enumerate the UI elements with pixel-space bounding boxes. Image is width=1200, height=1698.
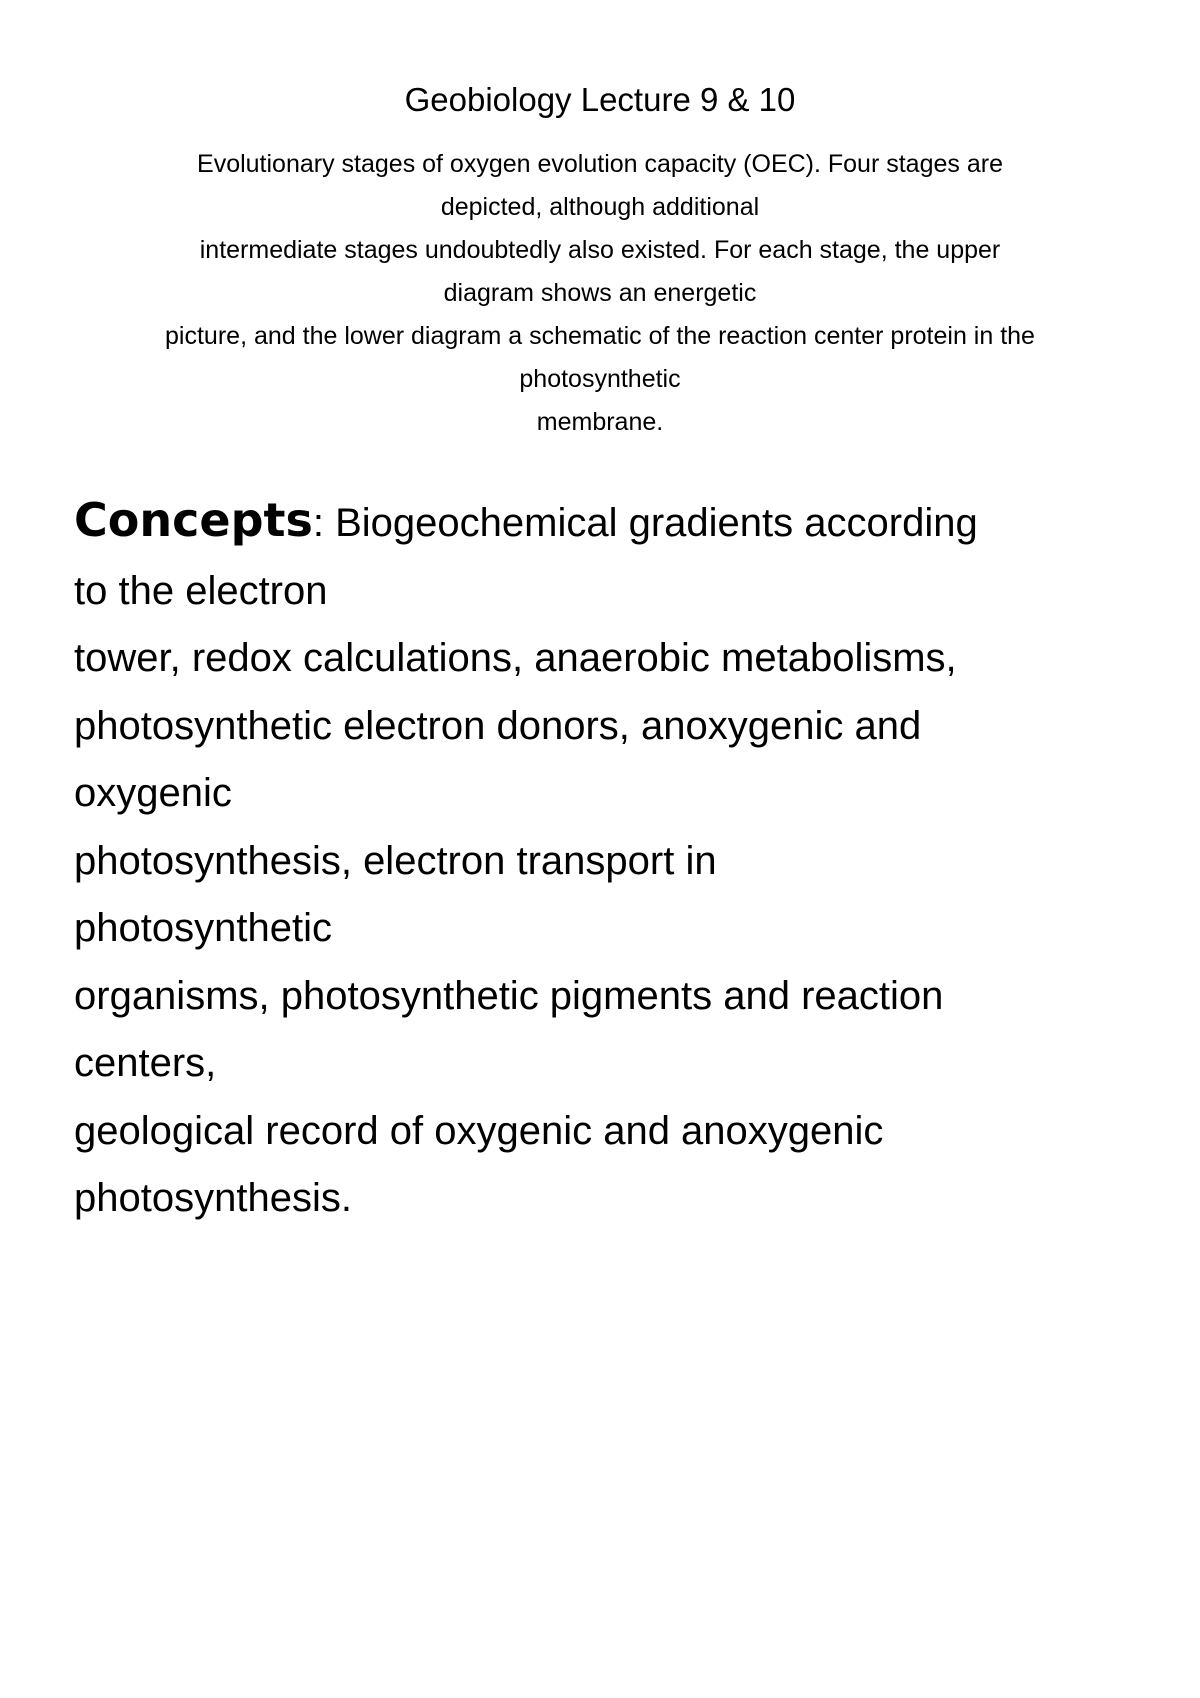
concepts-line: photosynthesis.: [74, 1176, 352, 1220]
caption-line: membrane.: [536, 408, 664, 436]
concepts-line: oxygenic: [74, 771, 232, 815]
concepts-line: centers,: [74, 1041, 217, 1085]
concepts-line: organisms, photosynthetic pigments and reaction: [74, 973, 944, 1018]
caption-line: photosynthetic: [519, 365, 681, 393]
caption-line: diagram shows an energetic: [443, 279, 757, 307]
concepts-line: photosynthetic electron donors, anoxygenic and: [74, 703, 922, 748]
concepts-line: geological record of oxygenic and anoxygenic: [74, 1108, 884, 1153]
caption-line: Evolutionary stages of oxygen evolution capacity (OEC). Four stages are: [197, 150, 1003, 178]
document-title: Geobiology Lecture 9 & 10: [404, 81, 796, 118]
concepts-line: tower, redox calculations, anaerobic metabolisms,: [74, 636, 957, 680]
concepts-section: [74, 487, 1154, 1233]
concepts-first-line-text: : Biogeochemical gradients according: [312, 501, 978, 545]
caption-line: depicted, although additional: [440, 193, 760, 221]
concepts-line: photosynthetic: [74, 906, 332, 950]
concepts-label: Concepts: [74, 493, 313, 547]
concepts-line: to the electron: [74, 568, 328, 613]
caption-line: picture, and the lower diagram a schematic of the reaction center protein in the: [165, 322, 1035, 350]
figure-caption: [60, 143, 1140, 444]
caption-line: intermediate stages undoubtedly also existed. For each stage, the upper: [199, 236, 1001, 264]
concepts-first-line: [74, 487, 1154, 558]
concepts-line: photosynthesis, electron transport in: [74, 838, 717, 883]
